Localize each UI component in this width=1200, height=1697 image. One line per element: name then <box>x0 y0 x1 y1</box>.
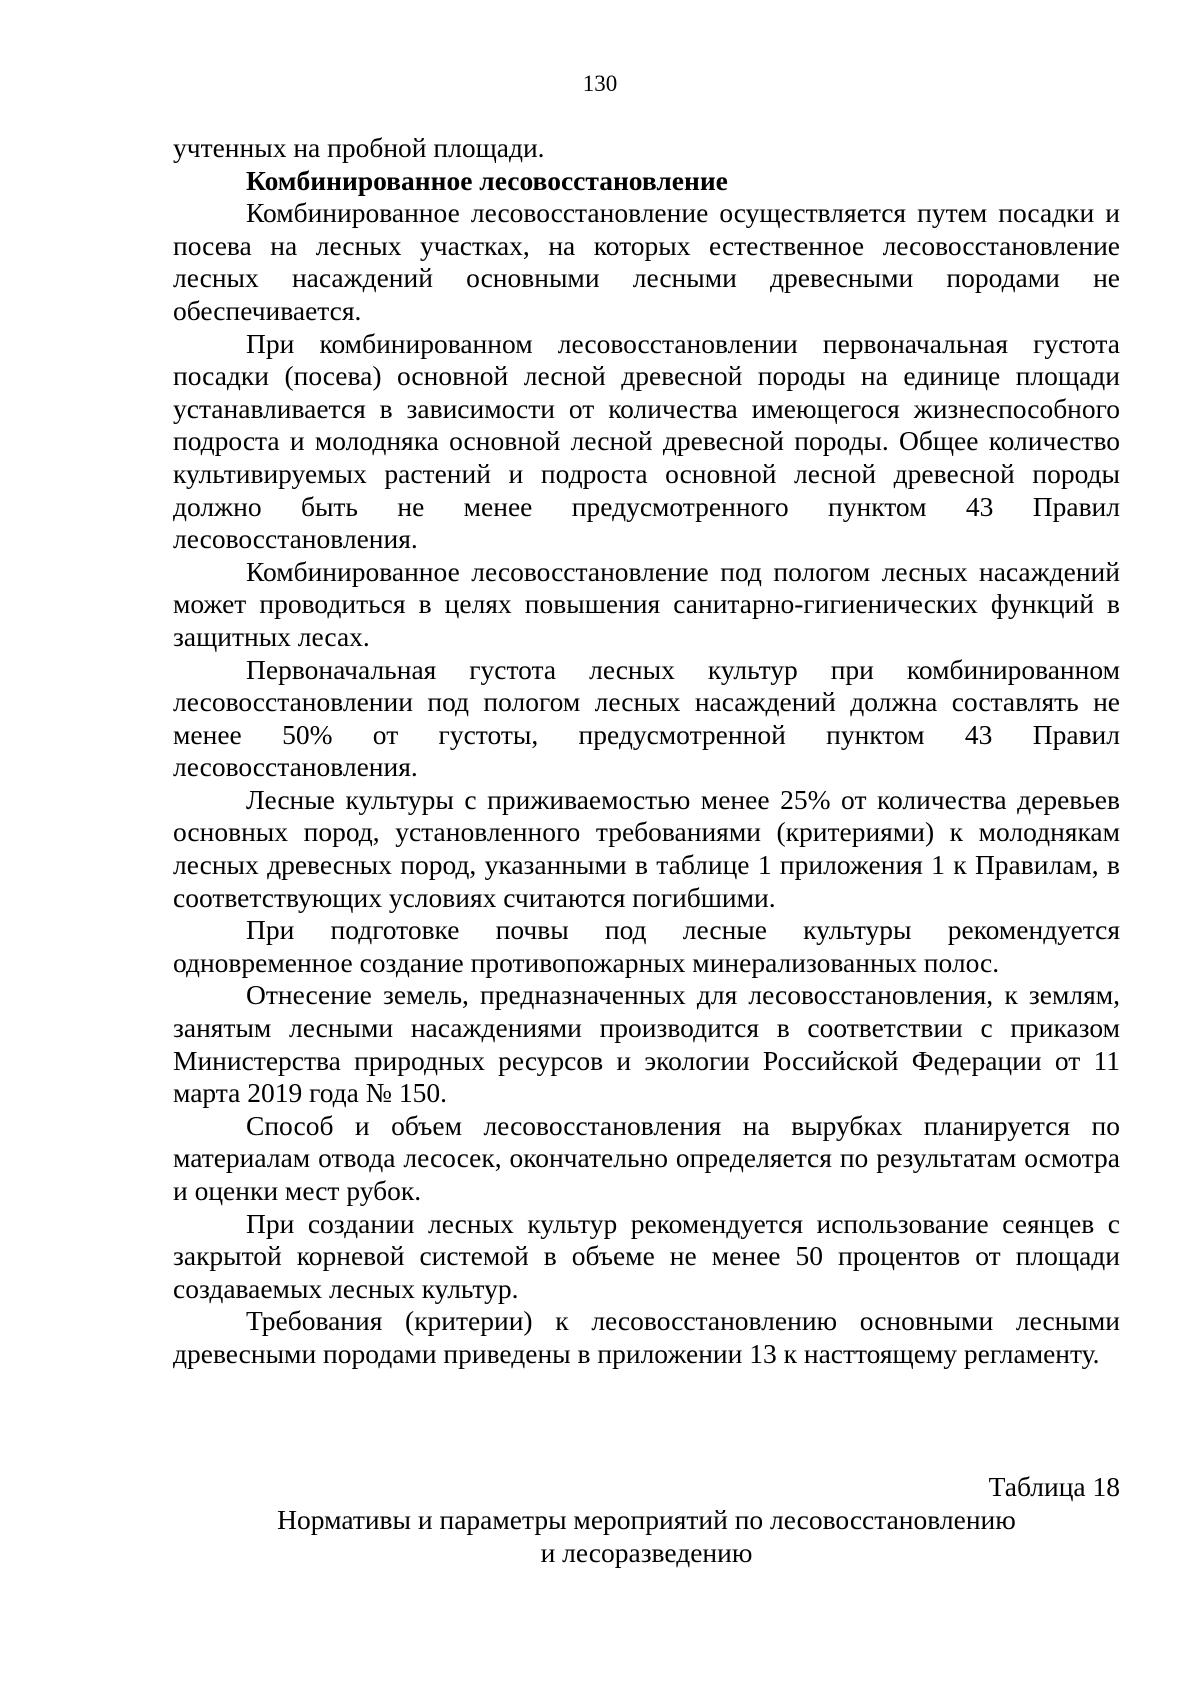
paragraph: При создании лесных культур рекомендуется использование сеянцев с закрытой корневой системой в объеме не менее 50 процентов от площади создаваемых лесных культур. <box>173 1207 1120 1304</box>
paragraph: Комбинированное лесовосстановление под пологом лесных насаждений может проводиться в целях повышения санитарно-гигиенических функций в защитных лесах. <box>173 555 1120 652</box>
table-title-line-1: Нормативы и параметры мероприятий по лесовосстановлению <box>277 1504 1016 1535</box>
paragraph: Первоначальная густота лесных культур при комбинированном лесовосстановлении под пологом лесных насаждений должна составлять не менее 50% от густоты, предусмотренной пунктом 43 Правил лесовосстановления. <box>173 653 1120 783</box>
paragraph: Лесные культуры с приживаемостью менее 25% от количества деревьев основных пород, установленного требованиями (критериями) к молоднякам лесных древесных пород, указанными в таблице 1 приложения 1 к Правилам, в соответствующих условиях считаются погибшими. <box>173 783 1120 913</box>
paragraph: Требования (критерии) к лесовосстановлению основными лесными древесными породами приведены в приложении 13 к насттоящему регламенту. <box>173 1305 1120 1369</box>
table-label: Таблица 18 <box>988 1471 1120 1502</box>
table-title <box>173 1503 1120 1569</box>
paragraph: При комбинированном лесовосстановлении первоначальная густота посадки (посева) основной лесной древесной породы на единице площади устанавливается в зависимости от количества имеющегося жизнеспособного подроста и молодняка основной лесной древесной породы. Общее количество культивируемых растений и подроста основной лесной древесной породы должно быть не менее предусмотренного пунктом 43 Правил лесовосстановления. <box>173 327 1120 555</box>
table-title-line-2: и лесоразведению <box>540 1537 753 1568</box>
paragraph: При подготовке почвы под лесные культуры рекомендуется одновременное создание противопожарных минерализованных полос. <box>173 914 1120 978</box>
paragraph: Отнесение земель, предназначенных для лесовосстановления, к землям, занятым лесными насаждениями производится в соответствии с приказом Министерства природных ресурсов и экологии Российской Федерации от 11 марта 2019 года № 150. <box>173 979 1120 1109</box>
body-text <box>173 132 1120 1371</box>
paragraph: Комбинированное лесовосстановление осуществляется путем посадки и посева на лесных участках, на которых естественное лесовосстановление лесных насаждений основными лесными древесными породами не обеспечивается. <box>173 197 1120 326</box>
paragraph-continuation: учтенных на пробной площади. <box>173 132 545 163</box>
paragraph: Способ и объем лесовосстановления на вырубках планируется по материалам отвода лесосек, окончательно определяется по результатам осмотра и оценки мест рубок. <box>173 1109 1120 1206</box>
page-number: 130 <box>582 71 618 96</box>
section-heading: Комбинированное лесовосстановление <box>246 164 728 196</box>
